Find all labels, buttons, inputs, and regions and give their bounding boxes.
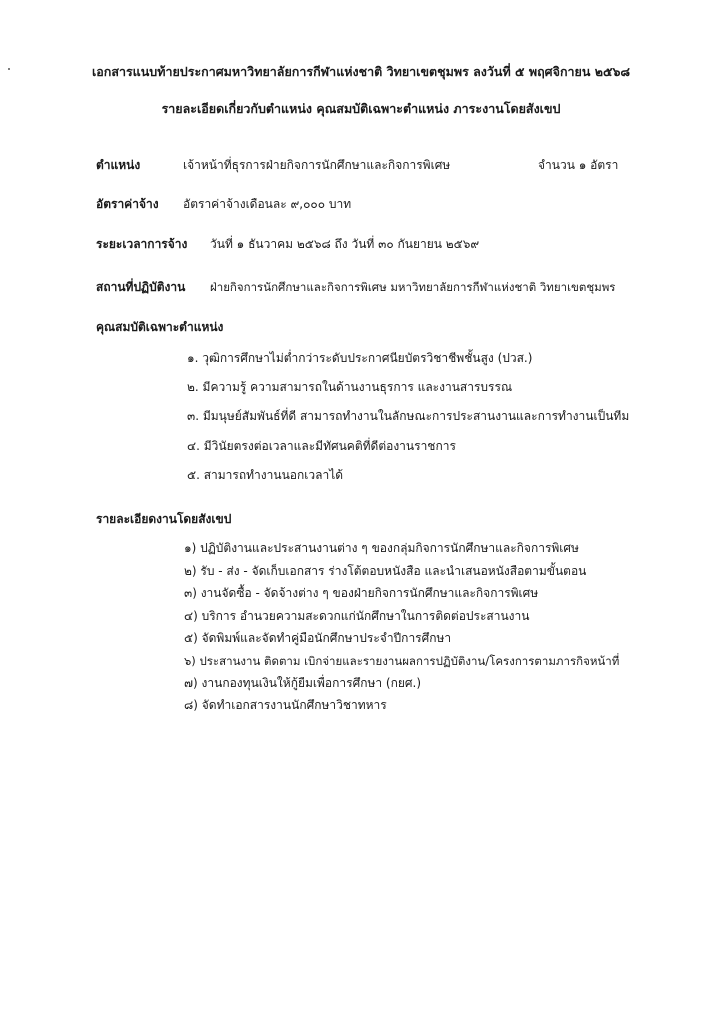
position-count: จำนวน ๑ อัตรา <box>538 158 619 172</box>
list-item: ๒. มีความรู้ ความสามารถในด้านงานธุรการ และงานสารบรรณ <box>187 380 513 394</box>
period-value: วันที่ ๑ ธันวาคม ๒๕๖๘ ถึง วันที่ ๓๐ กันยายน ๒๕๖๙ <box>210 237 480 251</box>
position-value: เจ้าหน้าที่ธุรการฝ่ายกิจการนักศึกษาและกิจการพิเศษ <box>183 158 451 172</box>
workplace-value: ฝ่ายกิจการนักศึกษาและกิจการพิเศษ มหาวิทยาลัยการกีฬาแห่งชาติ วิทยาเขตชุมพร <box>210 280 616 294</box>
period-label: ระยะเวลาการจ้าง <box>96 237 188 251</box>
list-item: ๑) ปฏิบัติงานและประสานงานต่าง ๆ ของกลุ่มกิจการนักศึกษาและกิจการพิเศษ <box>184 541 579 555</box>
list-item: ๗) งานกองทุนเงินให้กู้ยืมเพื่อการศึกษา (กยศ.) <box>184 676 422 690</box>
list-item: ๔. มีวินัยตรงต่อเวลาและมีทัศนคติที่ดีต่องานราชการ <box>187 439 456 453</box>
salary-label: อัตราค่าจ้าง <box>96 197 159 211</box>
qualifications-heading: คุณสมบัติเฉพาะตำแหน่ง <box>96 320 224 334</box>
position-label: ตำแหน่ง <box>96 158 141 172</box>
list-item: ๘) จัดทำเอกสารงานนักศึกษาวิชาทหาร <box>184 698 387 712</box>
list-item: ๖) ประสานงาน ติดตาม เบิกจ่ายและรายงานผลการปฏิบัติงาน/โครงการตามภารกิจหน้าที่ <box>184 654 620 668</box>
list-item: ๕) จัดพิมพ์และจัดทำคู่มือนักศึกษาประจำปีการศึกษา <box>184 631 452 645</box>
list-item: ๔) บริการ อำนวยความสะดวกแก่นักศึกษาในการติดต่อประสานงาน <box>184 609 530 623</box>
document-title: เอกสารแนบท้ายประกาศมหาวิทยาลัยการกีฬาแห่งชาติ วิทยาเขตชุมพร ลงวันที่ ๕ พฤศจิกายน ๒๕๖๘ <box>91 64 631 79</box>
list-item: ๓) งานจัดซื้อ - จัดจ้างต่าง ๆ ของฝ่ายกิจการนักศึกษาและกิจการพิเศษ <box>184 586 539 600</box>
list-item: ๒) รับ - ส่ง - จัดเก็บเอกสาร ร่างโต้ตอบหนังสือ และนำเสนอหนังสือตามขั้นตอน <box>184 564 587 578</box>
duties-heading: รายละเอียดงานโดยสังเขป <box>96 512 232 526</box>
list-item: ๑. วุฒิการศึกษาไม่ต่ำกว่าระดับประกาศนียบัตรวิชาชีพชั้นสูง (ปวส.) <box>187 351 533 365</box>
list-item: ๕. สามารถทำงานนอกเวลาได้ <box>187 468 344 482</box>
salary-value: อัตราค่าจ้างเดือนละ ๙,๐๐๐ บาท <box>183 197 352 211</box>
workplace-label: สถานที่ปฏิบัติงาน <box>96 280 186 294</box>
list-item: ๓. มีมนุษย์สัมพันธ์ที่ดี สามารถทำงานในลักษณะการประสานงานและการทำงานเป็นทีม <box>187 409 630 423</box>
document-subtitle: รายละเอียดเกี่ยวกับตำแหน่ง คุณสมบัติเฉพาะตำแหน่ง ภาระงานโดยสังเขป <box>161 101 561 116</box>
